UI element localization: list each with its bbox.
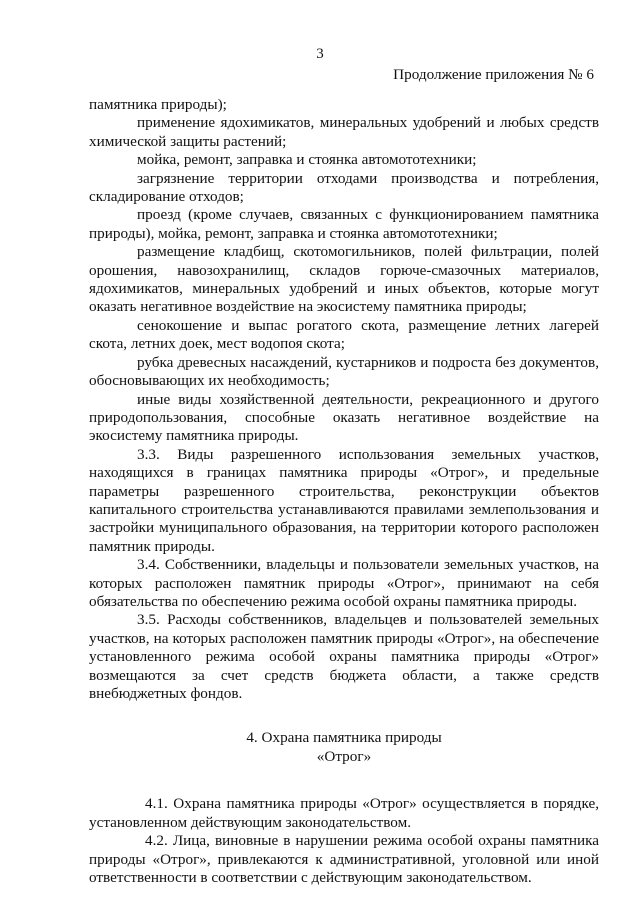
paragraphs-after-section — [89, 795, 599, 887]
document-body — [89, 96, 599, 887]
paragraph: памятника природы); — [89, 96, 227, 113]
page-number: 3 — [316, 46, 324, 62]
section-title — [89, 728, 599, 766]
paragraph: мойка, ремонт, заправка и стоянка автомототехники; — [137, 151, 477, 169]
section-title-line-1: 4. Охрана памятника природы — [246, 729, 442, 747]
paragraph: применение ядохимикатов, минеральных удобрений и любых средств химической защиты растений; — [89, 114, 599, 150]
paragraphs-before-section — [89, 96, 599, 703]
section-title-line-2: «Отрог» — [316, 748, 372, 766]
paragraph: 3.4. Собственники, владельцы и пользователи земельных участков, на которых расположен памятник природы «Отрог», принимают на себя обязательства по обеспечению режима особой охраны памятника природы. — [89, 556, 599, 610]
paragraph: иные виды хозяйственной деятельности, рекреационного и другого природопользования, способные оказать негативное воздействие на экосистему памятника природы. — [89, 390, 599, 445]
paragraph: 3.5. Расходы собственников, владельцев и пользователей земельных участков, на которых расположен памятник природы «Отрог», на обеспечение установленного режима особой охраны памятника природы «Отрог» возмещаются за счет средств бюджета области, а также средств внебюджетных фондов. — [89, 611, 599, 702]
paragraph: 3.3. Виды разрешенного использования земельных участков, находящихся в границах памятника природы «Отрог», и предельные параметры разрешенного строительства, реконструкции объектов капитального строительства устанавливаются правилами землепользования и застройки муниципального образования, на территории которого расположен памятник природы. — [89, 445, 599, 555]
paragraph: 4.1. Охрана памятника природы «Отрог» осуществляется в порядке, установленном действующим законодательством. — [89, 795, 599, 831]
paragraph: 4.2. Лица, виновные в нарушении режима особой охраны памятника природы «Отрог», привлекаются к административной, уголовной или иной ответственности в соответствии с действующим законодательством. — [89, 832, 599, 887]
paragraph: сенокошение и выпас рогатого скота, размещение летних лагерей скота, летних доек, мест водопоя скота; — [89, 316, 599, 353]
paragraph: проезд (кроме случаев, связанных с функционированием памятника природы), мойка, ремонт, заправка и стоянка автомототехники; — [89, 206, 599, 242]
paragraph: рубка древесных насаждений, кустарников и подроста без документов, обосновывающих их необходимость; — [89, 353, 599, 390]
paragraph: размещение кладбищ, скотомогильников, полей фильтрации, полей орошения, навозохранилищ, складов горюче-смазочных материалов, ядохимикатов, минеральных удобрений и иных объектов, которые могут оказать негативное воздействие на экосистему памятника природы; — [89, 243, 599, 316]
paragraph: загрязнение территории отходами производства и потребления, складирование отходов; — [89, 169, 599, 206]
appendix-continuation-header: Продолжение приложения № 6 — [393, 66, 594, 83]
